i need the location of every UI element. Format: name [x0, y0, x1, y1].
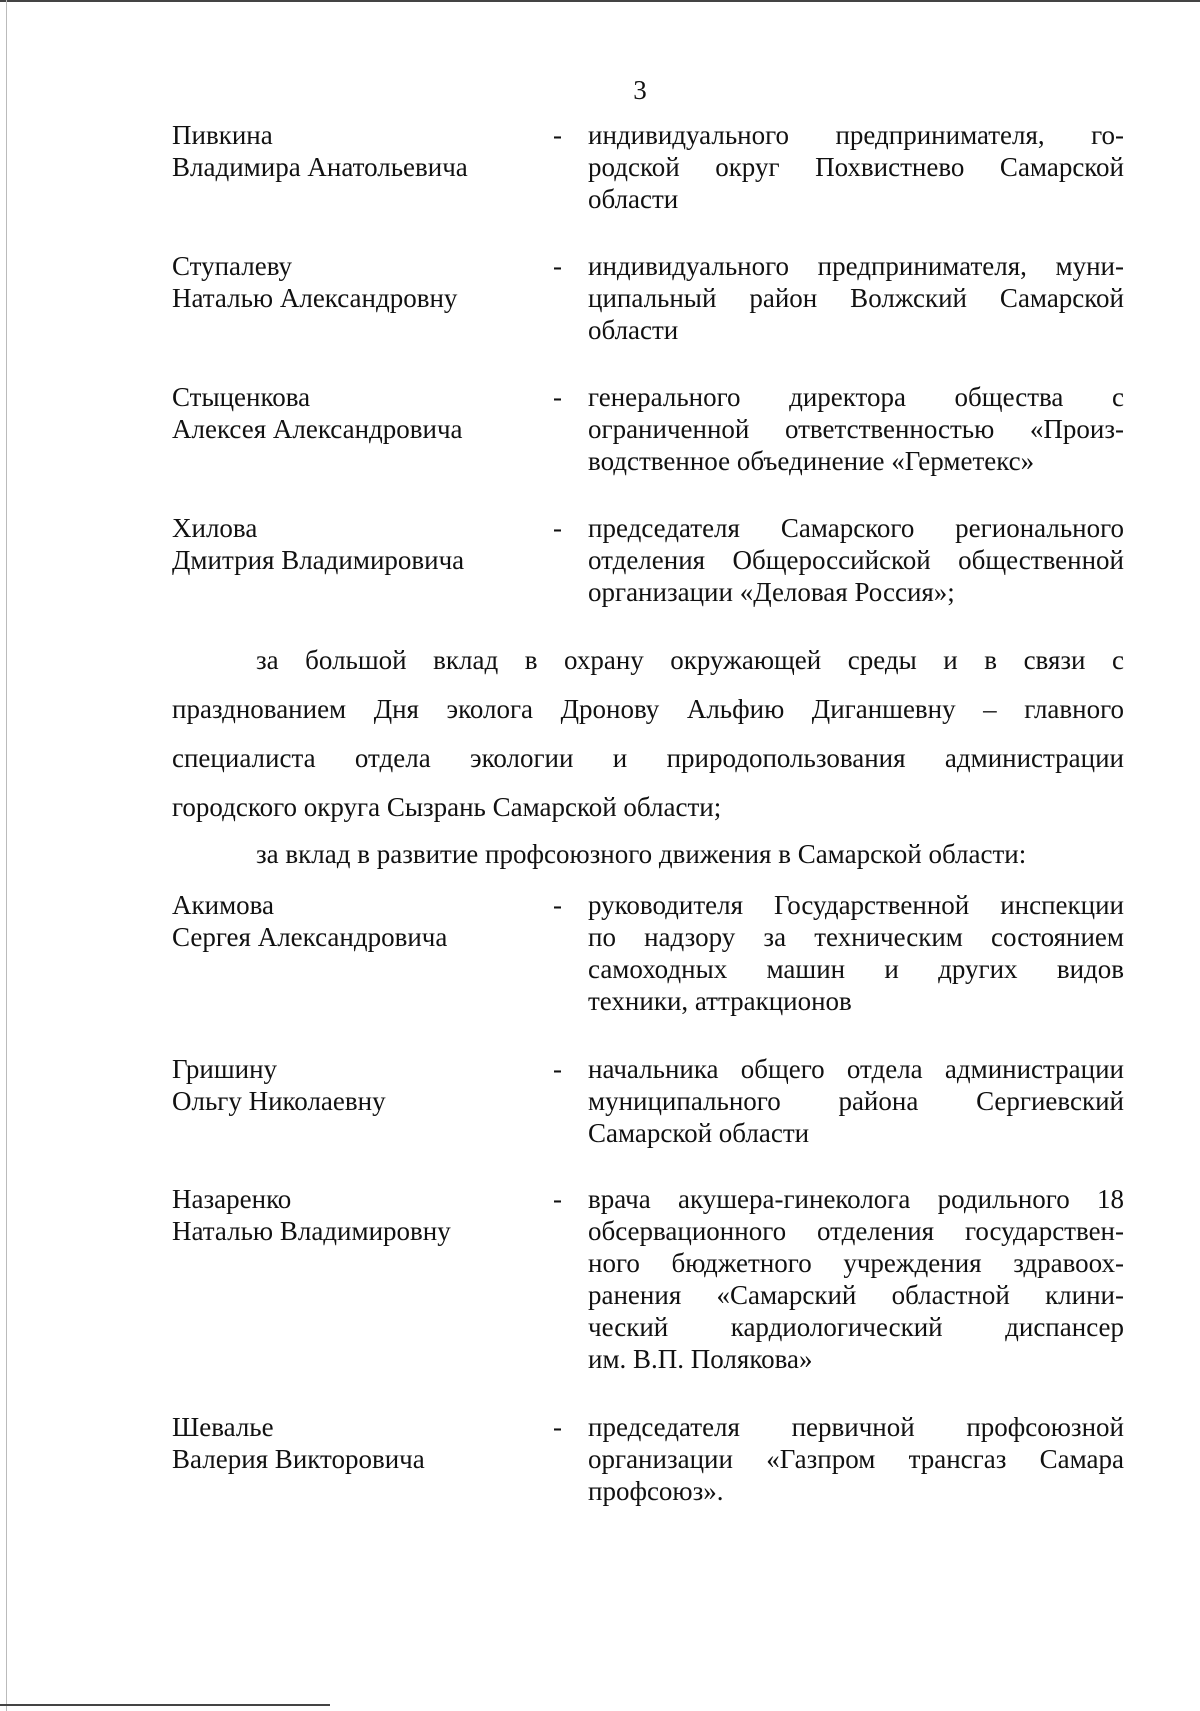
position-description: врача акушера-гинеколога родильного 18 обсервационного отделения государствен- ного бюджетного учреждения здравоох- ранения «Самарский областной клини- ческий кардиологический диспансер им. В.П. Полякова» — [588, 1184, 1124, 1374]
person-name: Гришину Ольгу Николаевну — [172, 1054, 386, 1116]
position-description: председателя Самарского регионального отделения Общероссийской общественной организации «Деловая Россия»; — [588, 513, 1124, 607]
position-description: индивидуального предпринимателя, го- родской округ Похвистнево Самарской области — [588, 120, 1124, 214]
dash-separator: - — [553, 890, 562, 920]
trade-union-heading: за вклад в развитие профсоюзного движения в Самарской области: — [256, 839, 1027, 869]
ecology-paragraph: за большой вклад в охрану окружающей среды и в связи с празднованием Дня эколога Дронову Альфию Диганшевну – главного специалиста отдела экологии и природопользования администрации городского округа Сызрань Самарской области; — [172, 645, 1124, 822]
dash-separator: - — [553, 1412, 562, 1442]
page-number: 3 — [633, 75, 647, 105]
position-description: начальника общего отдела администрации муниципального района Сергиевский Самарской области — [588, 1054, 1124, 1148]
person-name: Стыценкова Алексея Александровича — [172, 382, 463, 444]
person-name: Пивкина Владимира Анатольевича — [172, 120, 468, 182]
scan-edge-bottom — [0, 1704, 330, 1706]
person-name: Шевалье Валерия Викторовича — [172, 1412, 425, 1474]
position-description: председателя первичной профсоюзной организации «Газпром трансгаз Самара профсоюз». — [588, 1412, 1124, 1506]
dash-separator: - — [553, 1054, 562, 1084]
scan-edge-left — [6, 0, 7, 1711]
dash-separator: - — [553, 251, 562, 281]
person-name: Ступалеву Наталью Александровну — [172, 251, 458, 313]
person-name: Акимова Сергея Александровича — [172, 890, 448, 952]
position-description: индивидуального предпринимателя, муни- ципальный район Волжский Самарской области — [588, 251, 1124, 345]
dash-separator: - — [553, 382, 562, 412]
dash-separator: - — [553, 120, 562, 150]
scan-edge-top — [0, 0, 1200, 2]
dash-separator: - — [553, 513, 562, 543]
position-description: руководителя Государственной инспекции по надзору за техническим состоянием самоходных машин и других видов техники, аттракционов — [588, 890, 1124, 1016]
person-name: Хилова Дмитрия Владимировича — [172, 513, 465, 575]
person-name: Назаренко Наталью Владимировну — [172, 1184, 451, 1246]
position-description: генерального директора общества с ограниченной ответственностью «Произ- водственное объединение «Герметекс» — [588, 382, 1124, 476]
dash-separator: - — [553, 1184, 562, 1214]
